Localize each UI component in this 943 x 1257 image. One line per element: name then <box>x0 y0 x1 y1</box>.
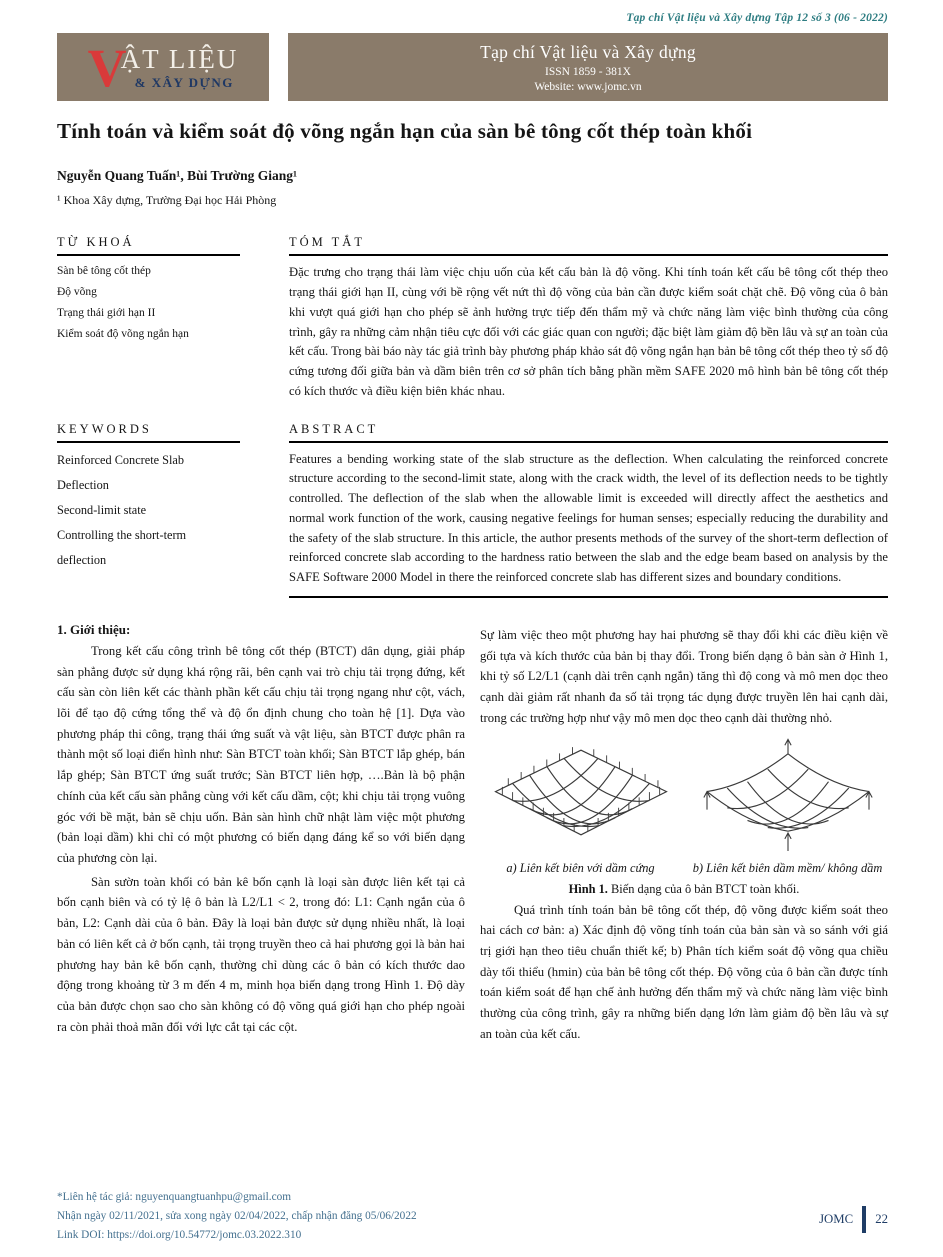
keyword-en: Controlling the short-term <box>57 527 187 542</box>
article-affiliation: ¹ Khoa Xây dựng, Trường Đại học Hải Phòng <box>57 193 277 208</box>
keyword-en: Second-limit state <box>57 502 147 517</box>
tom-tat-text: Đặc trưng cho trạng thái làm việc chịu uốn của kết cấu bản là độ võng. Khi tính toán kết cấu bê tông cốt thép theo trạng thái giới hạn II, cùng với bề rộng vết nứt thì độ võng của bản cần được kiểm soát chặt chẽ. Độ võng của ô bản khi vượt quá giới hạn cho phép sẽ ảnh hưởng trực tiếp đến thẩm mỹ và chức năng làm việc bình thường của công trình, gây ra những cảm nhận tiêu cực đối với các giác quan con người; đặc biệt làm giảm độ bền lâu và sự an toàn của kết cấu. Trong bài báo này tác giả trình bày phương pháp khảo sát độ võng ngắn hạn bản bê tông cốt thép theo tỷ số độ cứng tương đối giữa bản và dầm biên trên cơ sở phân tích bằng phần mềm SAFE 2020 mô hình bản bê tông cốt thép có kích thước và điều kiện biên khác nhau. <box>289 265 888 398</box>
page-number: 22 <box>875 1212 888 1226</box>
issue-line: Tạp chí Vật liệu và Xây dựng Tập 12 số 3 (06 - 2022) <box>626 12 888 24</box>
keywords-abstract-en <box>57 422 888 598</box>
submission-dates: Nhận ngày 02/11/2021, sửa xong ngày 02/04/2022, chấp nhận đăng 05/06/2022 <box>57 1210 417 1222</box>
journal-website-link[interactable]: Website: www.jomc.vn <box>534 80 642 93</box>
logo-line-1: ẬT LIỆU <box>120 43 239 74</box>
keywords-heading: KEYWORDS <box>57 422 240 443</box>
article-title: Tính toán và kiểm soát độ võng ngắn hạn của sàn bê tông cốt thép toàn khối <box>57 119 753 143</box>
rigid-beam-deflection-mesh-diagram <box>482 736 680 858</box>
page-footer <box>57 1184 888 1241</box>
figure-1a-caption: a) Liên kết biên với dầm cứng <box>506 861 655 876</box>
body-right-column <box>480 622 888 1045</box>
keyword-vi: Trạng thái giới hạn II <box>57 307 156 320</box>
article-authors: Nguyễn Quang Tuấn¹, Bùi Trường Giang¹ <box>57 168 298 184</box>
keywords-column <box>57 422 289 598</box>
logo-v-letter: V <box>87 37 127 98</box>
journal-abbreviation: JOMC <box>819 1212 854 1226</box>
body-paragraph: Trong kết cấu công trình bê tông cốt thép (BTCT) dân dụng, giải pháp sàn phẳng được sử dụng khá rộng rãi, bên cạnh vai trò chịu tải trọng đứng, kết cấu sàn còn liên kết các thành phần kết cấu chịu tải trọng ngang như cột, vách, lõi để tạo độ cứng tổng thể và độ ổn định chung cho toàn hệ [1]. Dựa vào phương pháp thi công, trạng thái ứng suất và vật liệu, sàn BTCT được phân ra thành một số loại điển hình như: Sàn BTCT toàn khối; Sàn BTCT lắp ghép, bán lắp ghép; Sàn BTCT ứng suất trước; Sàn BTCT liên hợp, ….Bản là bộ phận chính của kết cấu sàn phẳng cùng với kết cấu dầm, cột; khi chịu tải trọng vuông góc với bề mặt, bản sẽ chịu uốn. Bản sàn hình chữ nhật làm việc một phương (bản loại dầm) khi chỉ có một phương có biến dạng đáng kể so với biến dạng của phương còn lại. <box>57 643 465 865</box>
keyword-en: Reinforced Concrete Slab <box>57 452 185 467</box>
keyword-vi: Sàn bê tông cốt thép <box>57 265 151 278</box>
page-number-block <box>819 1206 888 1233</box>
body-left-column <box>57 622 465 1045</box>
tu-khoa-heading: TỪ KHOÁ <box>57 235 240 256</box>
figure-1 <box>480 736 888 876</box>
figure-1-caption-text: Biến dạng của ô bản BTCT toàn khối. <box>607 881 800 896</box>
abstract-column <box>289 422 888 598</box>
author-contact-email[interactable]: *Liên hệ tác giả: nguyenquangtuanhpu@gmail.com <box>57 1191 292 1203</box>
body-paragraph: Quá trình tính toán bản bê tông cốt thép, độ võng được kiểm soát theo hai cách cơ bản: a) Xác định độ võng tính toán của bản sàn và so sánh với giá trị giới hạn theo tiêu chuẩn thiết kế; b) Phân tích kiểm soát độ võng qua chiều dày tối thiểu (hmin) của bản bê tông cốt thép. Độ võng của ô bản cần được tính toán kiểm soát để hạn chế ảnh hưởng đến thẩm mỹ và chức năng làm việc bình thường của công trình, gây ra những biến dạng lớn làm giảm độ bền lâu và sự an toàn của kết cấu. <box>480 902 888 1041</box>
flexible-beam-deflection-mesh-diagram <box>689 736 887 858</box>
figure-1a <box>480 736 681 876</box>
keyword-en: deflection <box>57 552 107 567</box>
keywords-abstract-vi <box>57 235 888 401</box>
tu-khoa-column <box>57 235 289 401</box>
doi-link[interactable]: Link DOI: https://doi.org/10.54772/jomc.03.2022.310 <box>57 1229 302 1241</box>
article-body <box>57 622 888 1045</box>
logo-line-2: & XÂY DỰNG <box>134 74 234 90</box>
figure-1-caption <box>480 882 888 897</box>
journal-name: Tạp chí Vật liệu và Xây dựng <box>480 41 696 62</box>
abstract-heading: ABSTRACT <box>289 422 888 443</box>
figure-1b <box>687 736 888 876</box>
figure-1b-caption: b) Liên kết biên dầm mềm/ không dầm <box>692 861 883 876</box>
journal-header <box>57 33 888 101</box>
abstract-text: Features a bending working state of the slab structure as the deflection. When calculating the reinforced concrete structure according to the second-limit state, along with the crack width, the level of its deflection needs to be tightly controlled. The deflection of the slab when the allowable limit is exceeded will directly affect the aesthetics and normal work function of the work, causing negative feelings for human senses; especially reducing the durability and the safety of the slab structure. In this article, the author presents methods of the survey of the short-term deflection of reinforced concrete slab according to the hardness ratio between the slab and the edge beam based on analysis by the SAFE Software 2000 Model in there the reinforced concrete slab has different sizes and boundary conditions. <box>289 450 888 598</box>
keyword-vi: Độ võng <box>57 286 97 299</box>
journal-masthead <box>288 33 888 101</box>
footer-meta <box>57 1184 417 1241</box>
page-number-divider <box>862 1206 866 1233</box>
figure-1-label: Hình 1. <box>568 881 608 896</box>
tom-tat-column <box>289 235 888 401</box>
body-paragraph: Sự làm việc theo một phương hay hai phương sẽ thay đổi khi các điều kiện về gối tựa và kích thước của bản bị thay đổi. Trong biến dạng ô bản sàn ở Hình 1, khi tỷ số L2/L1 (cạnh dài trên cạnh ngắn) tăng thì độ cong và mô men dọc theo cạnh dài giảm rất nhanh đa số tải trọng tác dụng được truyền lên hai cạnh dài, trong các trường hợp như vậy mô men dọc theo cạnh dài thường nhỏ. <box>480 627 888 725</box>
logo-wordmark <box>120 43 239 90</box>
tom-tat-heading: TÓM TẮT <box>289 235 888 256</box>
journal-issn: ISSN 1859 - 381X <box>545 65 631 78</box>
journal-logo <box>57 33 269 101</box>
keyword-en: Deflection <box>57 477 109 492</box>
keyword-vi: Kiểm soát độ võng ngắn hạn <box>57 328 189 341</box>
body-paragraph: Sàn sườn toàn khối có bản kê bốn cạnh là loại sàn được liên kết tại cả bốn cạnh biên và có tỷ lệ ô bản là L2/L1 < 2, trong đó: L1: Cạnh ngắn của ô bản, L2: Cạnh dài của ô bản. Đây là loại bản được sử dụng nhiều nhất, là loại bản có liên kết cả ở bốn cạnh, tải trọng truyền theo cả hai phương gọi là bản hai phương hay bản kê bốn cạnh, thường chỉ dùng các ô bản có kích thước dao động trong khoảng từ 3 m đến 4 m, minh họa biến dạng trong Hình 1. Độ dày của bản được chọn sao cho sàn không có độ võng quá giới hạn cho phép ngoài ra còn phải thoả mãn đối với lực cắt tại các cột. <box>57 874 465 1034</box>
section-1-heading: 1. Giới thiệu: <box>57 621 131 637</box>
